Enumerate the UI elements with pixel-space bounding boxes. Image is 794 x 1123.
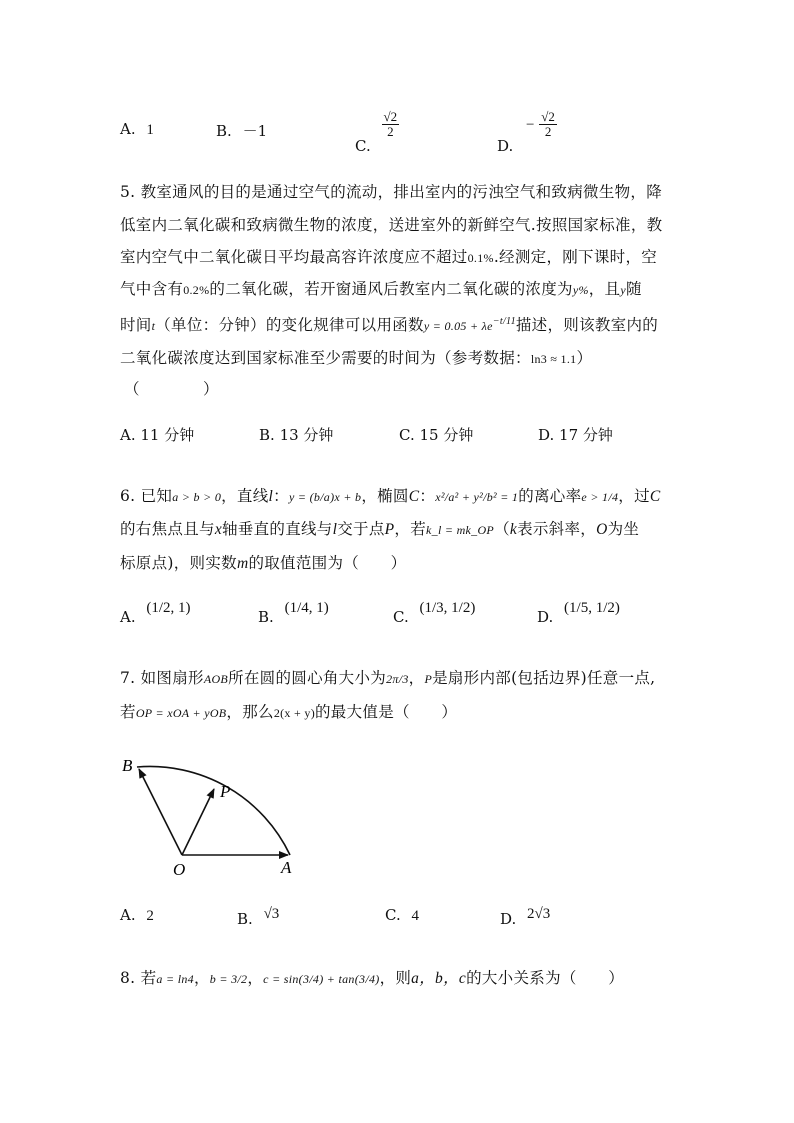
q7-line2 [120, 700, 457, 722]
math: 2π/3 [386, 672, 409, 686]
math: c = sin(3/4) + tan(3/4) [263, 972, 380, 986]
text: ， [247, 969, 264, 987]
q5-line1: 5. 教室通风的目的是通过空气的流动，排出室内的污浊空气和致病微生物，降 [120, 183, 663, 201]
math: P [424, 672, 433, 686]
q5-option-a [120, 424, 194, 445]
option-value: 15 分钟 [419, 426, 474, 444]
option-label: B. [216, 122, 232, 140]
math: l [332, 521, 338, 538]
q5-line5 [120, 313, 658, 335]
text: ，椭圆 [361, 487, 409, 505]
option-label: D. [537, 608, 554, 626]
text: ： [419, 487, 436, 505]
q6-line2 [120, 517, 639, 539]
text: 7. 如图扇形 [120, 669, 204, 687]
math: 0.2% [183, 283, 210, 297]
math: ln3 ≈ 1.1 [530, 352, 577, 366]
text: 的离心率 [518, 487, 582, 505]
text: 的右焦点且与 [120, 520, 215, 538]
text: ， [408, 669, 425, 687]
math: y [620, 283, 626, 297]
option-value: √3 [263, 906, 280, 922]
option-label: A. [120, 120, 136, 138]
option-value: 1 [146, 122, 154, 138]
option-value: 2√3 [527, 906, 551, 922]
option-value: (1/5, 1/2) [564, 600, 620, 616]
q4-option-d: D. − $\frac{√2}{2}$ [497, 109, 555, 155]
math: y% [572, 283, 589, 297]
text: ： [273, 487, 289, 505]
q7-option-b [237, 904, 280, 928]
math: a = ln4 [156, 972, 194, 986]
text: ，则 [379, 969, 412, 987]
text: 轴垂直的直线与 [222, 520, 333, 538]
option-label: C. [385, 906, 401, 924]
option-label: A. [120, 906, 136, 924]
q6-option-d [537, 598, 620, 626]
math-function: y = 0.05 + λe [423, 319, 493, 333]
text: （ [494, 520, 510, 538]
label-b: B [122, 756, 133, 775]
option-value: (1/4, 1) [284, 600, 329, 616]
text: 表示斜率， [517, 520, 597, 538]
text: ，且 [588, 280, 621, 298]
text: ，若 [394, 520, 427, 538]
math: C [649, 488, 661, 505]
math: C [408, 488, 420, 505]
option-label: B. [258, 608, 274, 626]
text: 为坐 [607, 520, 640, 538]
q6-option-b [258, 598, 329, 626]
text: 的取值范围为（ ） [248, 554, 407, 572]
option-label: A. [120, 426, 136, 444]
option-label: C. [399, 426, 415, 444]
label-p: P [220, 782, 231, 801]
math: 0.1% [467, 251, 494, 265]
line-equation: y = (b/a)x + b [288, 490, 362, 504]
math: k [509, 521, 518, 538]
q5-line4 [120, 277, 642, 299]
math: l [268, 488, 274, 505]
q5-line2: 低室内二氧化碳和致病微生物的浓度，送进室外的新鲜空气.按照国家标准，教 [120, 216, 663, 234]
option-value: 13 分钟 [279, 426, 334, 444]
math: a，b，c [411, 970, 467, 987]
math: b = 3/2 [209, 972, 248, 986]
option-label: C. [355, 136, 371, 155]
math: x [214, 521, 222, 538]
q5-line6 [120, 346, 592, 368]
q5-option-d [538, 424, 613, 445]
math: AOB [203, 672, 229, 686]
math: P [384, 521, 395, 538]
math: k_l = mk_OP [426, 523, 495, 537]
q5-line3 [120, 245, 657, 267]
option-value: (1/3, 1/2) [419, 600, 476, 616]
text: （单位：分钟）的变化规律可以用函数 [155, 316, 424, 334]
text: 交于点 [337, 520, 385, 538]
text: 的大小关系为（ ） [466, 969, 625, 987]
ellipse-equation: x²/a² + y²/b² = 1 [435, 490, 519, 504]
text: ，那么 [226, 703, 274, 721]
text: 标原点)，则实数 [120, 554, 237, 572]
vector-op [182, 789, 214, 855]
sector-figure [110, 745, 310, 880]
q6-line3 [120, 551, 406, 573]
text: 室内空气中二氧化碳日平均最高容许浓度应不超过 [120, 248, 468, 266]
text: ，过 [618, 487, 650, 505]
q8-line1 [120, 966, 624, 988]
text: 描述，则该教室内的 [515, 316, 659, 334]
option-value: 4 [411, 908, 419, 924]
text: ，直线 [221, 487, 269, 505]
text: 6. 已知 [120, 487, 173, 505]
text: 时间 [120, 316, 152, 334]
q5-option-c [399, 424, 473, 445]
vector-equation: OP = xOA + yOB [135, 706, 227, 720]
label-o: O [173, 860, 186, 879]
q7-option-c [385, 906, 419, 925]
q7-line1 [120, 666, 655, 688]
q7-option-a [120, 906, 154, 925]
math: 2(x + y) [273, 706, 315, 720]
option-label: D. [538, 426, 555, 444]
q6-line1 [120, 484, 661, 506]
text: 二氧化碳浓度达到国家标准至少需要的时间为（参考数据： [120, 349, 531, 367]
option-label: A. [120, 608, 136, 626]
neg-sqrt2-over-2: $\frac{√2}{2}$ [541, 109, 555, 139]
text: ） [576, 349, 593, 367]
text: 所在圆的圆心角大小为 [228, 669, 387, 687]
q5-option-b [259, 424, 333, 445]
math: O [596, 521, 608, 538]
math-exponent: −t/11 [492, 315, 516, 327]
math: a > b > 0 [172, 490, 222, 504]
math: e > 1/4 [581, 490, 619, 504]
option-label: C. [393, 608, 409, 626]
option-value: (1/2, 1) [146, 600, 191, 616]
q4-option-b [216, 120, 267, 141]
label-a: A [281, 858, 292, 877]
option-label: B. [237, 910, 253, 928]
q6-option-a [120, 598, 191, 626]
option-label: B. [259, 426, 275, 444]
vector-ob [139, 769, 182, 855]
text: 随 [626, 280, 642, 298]
option-value: 17 分钟 [559, 426, 613, 444]
q4-option-a [120, 120, 154, 139]
option-value: －1 [242, 122, 268, 140]
text: ， [193, 969, 210, 987]
text: 是扇形内部(包括边界)任意一点, [432, 669, 656, 687]
option-value: 11 分钟 [140, 426, 195, 444]
text: 的二氧化碳，若开窗通风后教室内二氧化碳的浓度为 [209, 280, 573, 298]
option-label: D. [497, 136, 514, 155]
q5-answer-blank: （ ） [124, 380, 219, 398]
q4-option-c [355, 109, 399, 155]
text: .经测定，刚下课时，空 [493, 248, 658, 266]
sqrt2-over-2: $\frac{√2}{2}$ [383, 109, 398, 139]
option-label: D. [500, 910, 517, 928]
q7-option-d [500, 904, 551, 928]
text: 的最大值是（ ） [315, 703, 458, 721]
text: 气中含有 [120, 280, 184, 298]
text: 8. 若 [120, 969, 157, 987]
q6-option-c [393, 598, 476, 626]
option-value: 2 [146, 908, 154, 924]
math: m [236, 555, 249, 572]
text: 若 [120, 703, 136, 721]
math: t [151, 319, 156, 333]
